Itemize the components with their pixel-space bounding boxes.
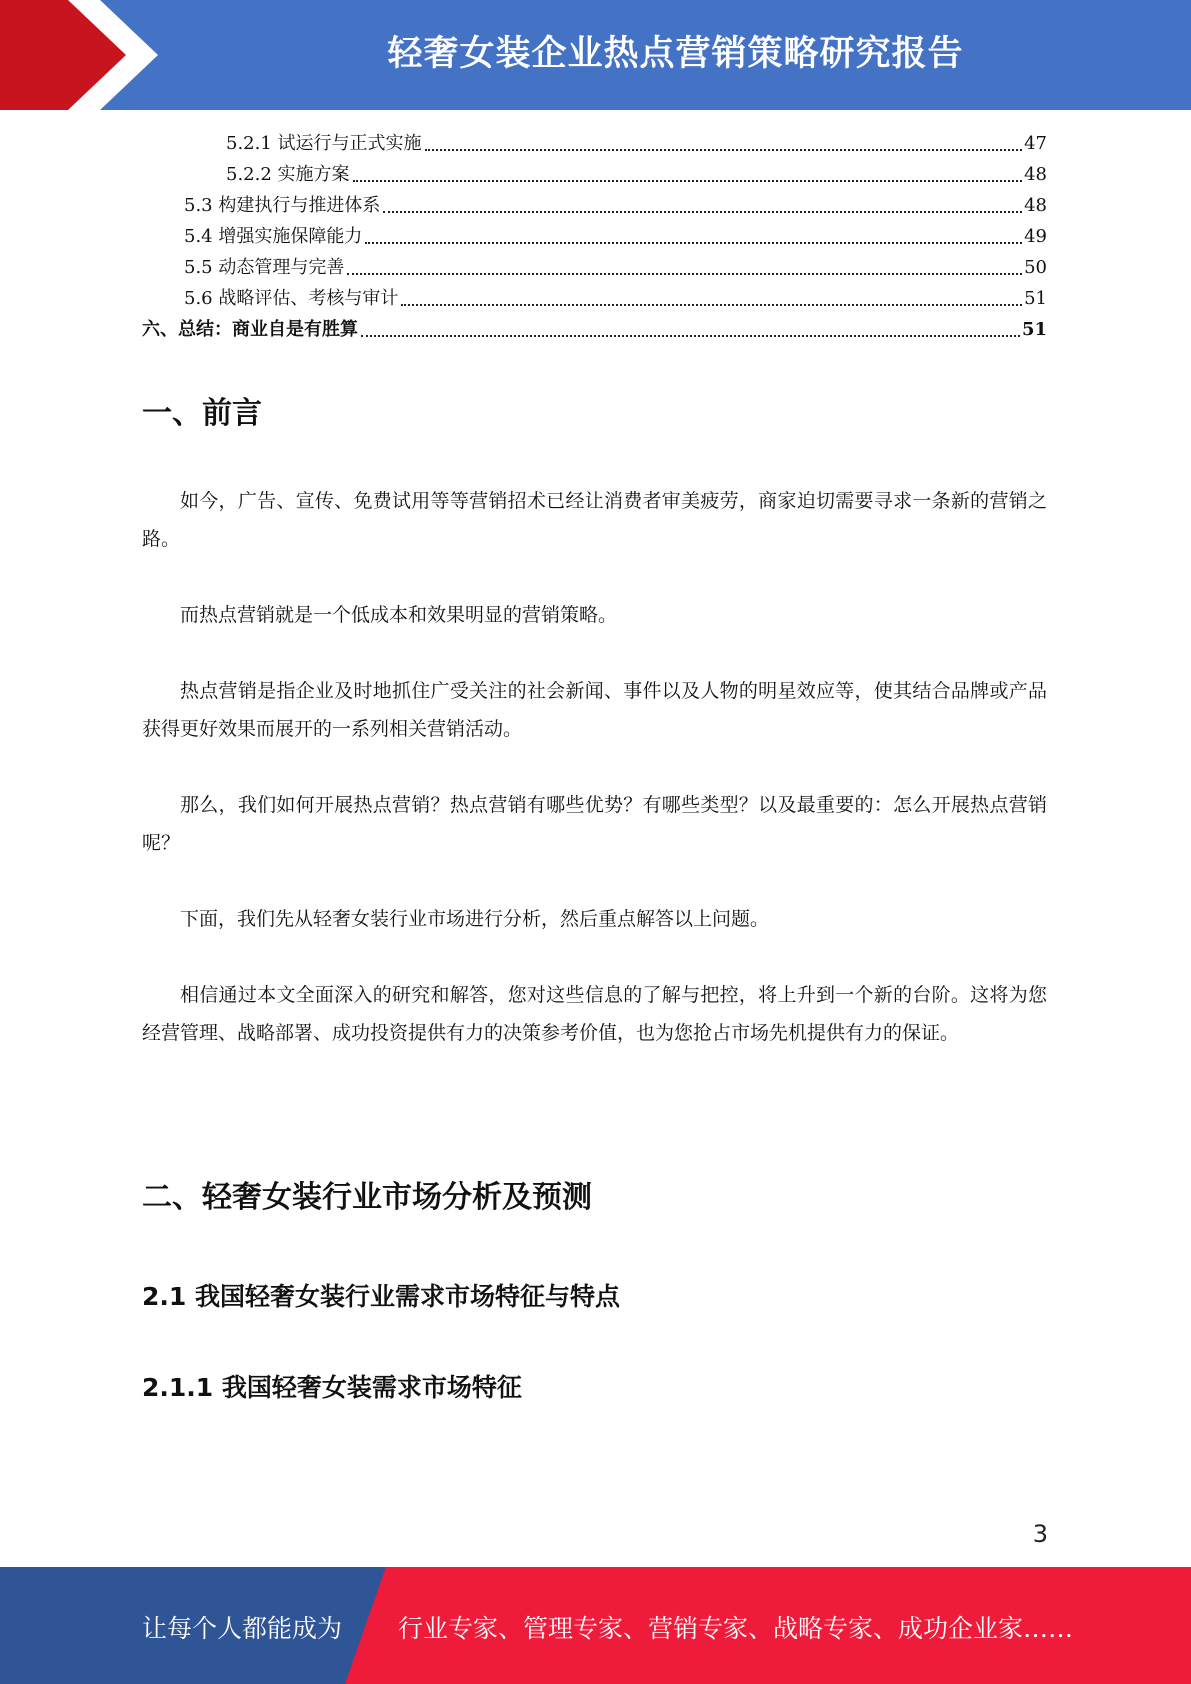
paragraph: 如今，广告、宣传、免费试用等等营销招术已经让消费者审美疲劳，商家迫切需要寻求一条新的营销之路。 — [142, 490, 1047, 550]
toc-leader-dots — [361, 334, 1020, 337]
toc-leader-dots — [365, 241, 1022, 244]
toc-entry-page: 51 — [1021, 319, 1047, 340]
table-of-contents — [142, 128, 1047, 345]
toc-entry-page: 48 — [1024, 195, 1047, 216]
toc-leader-dots — [425, 148, 1023, 151]
toc-entry[interactable] — [142, 314, 1047, 345]
toc-entry[interactable] — [142, 128, 1047, 159]
paragraph: 下面，我们先从轻奢女装行业市场进行分析，然后重点解答以上问题。 — [180, 908, 770, 930]
toc-entry[interactable] — [142, 221, 1047, 252]
header-banner — [0, 0, 1191, 110]
toc-entry-title: 5.6 战略评估、考核与审计 — [184, 288, 399, 309]
toc-entry[interactable] — [142, 283, 1047, 314]
paragraph: 相信通过本文全面深入的研究和解答，您对这些信息的了解与把控，将上升到一个新的台阶。这将为您经营管理、战略部署、成功投资提供有力的决策参考价值，也为您抢占市场先机提供有力的保证。 — [142, 984, 1047, 1044]
toc-leader-dots — [347, 272, 1022, 275]
paragraph: 热点营销是指企业及时地抓住广受关注的社会新闻、事件以及人物的明星效应等，使其结合品牌或产品获得更好效果而展开的一系列相关营销活动。 — [142, 680, 1047, 740]
toc-entry-page: 50 — [1024, 257, 1047, 278]
toc-leader-dots — [383, 210, 1022, 213]
toc-entry-title: 5.3 构建执行与推进体系 — [184, 195, 381, 216]
toc-entry[interactable] — [142, 252, 1047, 283]
toc-entry-title: 5.2.2 实施方案 — [226, 164, 350, 185]
toc-entry-title: 5.5 动态管理与完善 — [184, 257, 345, 278]
toc-entry-page: 51 — [1024, 288, 1047, 309]
toc-leader-dots — [353, 179, 1023, 182]
footer-banner — [0, 1567, 1191, 1684]
footer-slogan-right: 行业专家、管理专家、营销专家、战略专家、成功企业家…… — [398, 1614, 1074, 1643]
section-heading-market-analysis: 二、轻奢女装行业市场分析及预测 — [142, 1180, 592, 1215]
paragraph: 而热点营销就是一个低成本和效果明显的营销策略。 — [180, 604, 618, 626]
subsubsection-heading: 2.1.1 我国轻奢女装需求市场特征 — [142, 1373, 522, 1402]
toc-leader-dots — [401, 303, 1022, 306]
section-heading-preface: 一、前言 — [142, 396, 262, 431]
paragraph: 那么，我们如何开展热点营销？热点营销有哪些优势？有哪些类型？以及最重要的：怎么开展热点营销呢？ — [142, 794, 1047, 854]
toc-entry[interactable] — [142, 190, 1047, 221]
footer-slogan-left: 让每个人都能成为 — [142, 1614, 343, 1643]
toc-entry-title: 5.4 增强实施保障能力 — [184, 226, 363, 247]
toc-entry[interactable] — [142, 159, 1047, 190]
toc-entry-title: 5.2.1 试运行与正式实施 — [226, 133, 422, 154]
page-number: 3 — [1032, 1520, 1048, 1548]
preface-body — [142, 482, 1047, 1090]
toc-entry-page: 48 — [1024, 164, 1047, 185]
toc-entry-page: 49 — [1024, 226, 1047, 247]
report-title: 轻奢女装企业热点营销策略研究报告 — [387, 34, 964, 74]
toc-entry-title: 六、总结：商业自是有胜算 — [142, 319, 358, 340]
subsection-heading: 2.1 我国轻奢女装行业需求市场特征与特点 — [142, 1282, 620, 1311]
toc-entry-page: 47 — [1024, 133, 1047, 154]
